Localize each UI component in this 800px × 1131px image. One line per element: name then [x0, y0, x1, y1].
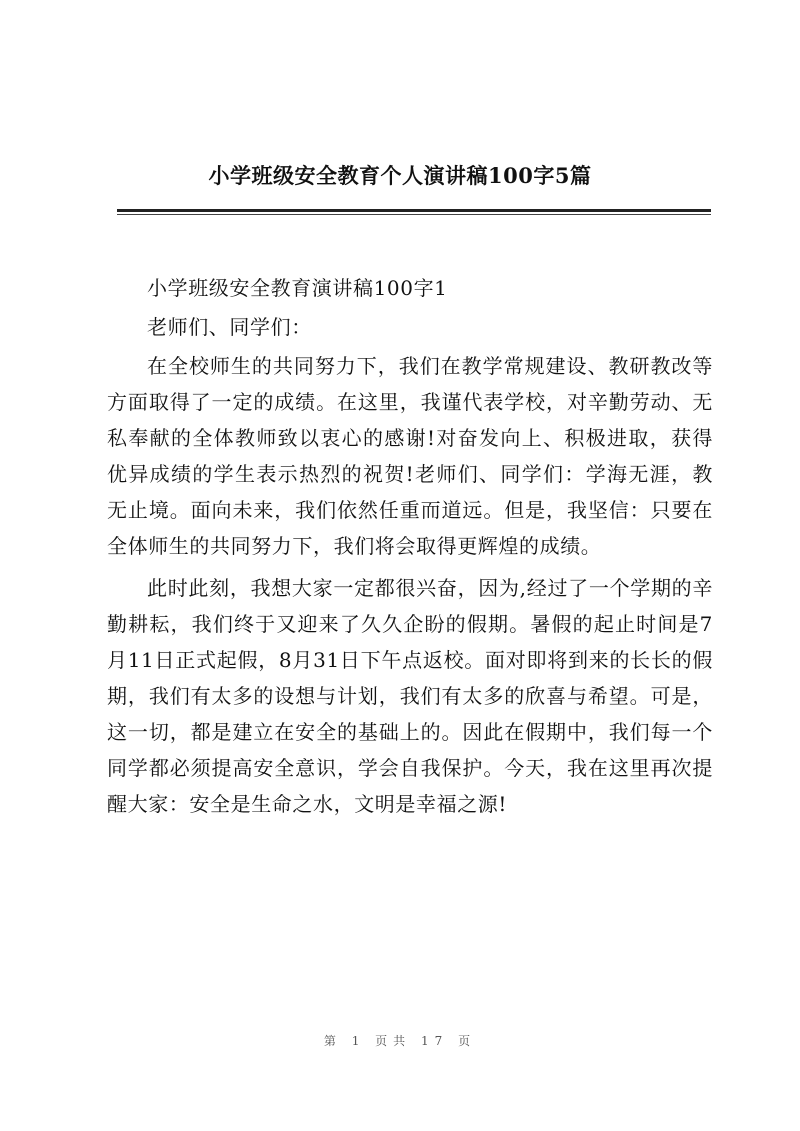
salutation: 老师们、同学们：	[147, 315, 312, 339]
title-divider-thin	[117, 214, 711, 215]
footer-total-pages: 17	[421, 1034, 449, 1048]
footer-current-page: 1	[351, 1034, 366, 1048]
document-body	[107, 270, 713, 828]
footer-suffix: 页	[458, 1034, 477, 1048]
footer-prefix: 第	[323, 1034, 342, 1048]
document-title: 小学班级安全教育个人演讲稿100字5篇	[208, 163, 592, 188]
section-heading: 小学班级安全教育演讲稿100字1	[147, 276, 448, 300]
footer-middle: 页共	[375, 1034, 412, 1048]
body-paragraph: 此时此刻，我想大家一定都很兴奋，因为,经过了一个学期的辛勤耕耘，我们终于又迎来了久久企盼的假期。暑假的起止时间是7月11日正式起假，8月31日下午点返校。面对即将到来的长长的假期，我们有太多的设想与计划，我们有太多的欣喜与希望。可是，这一切，都是建立在安全的基础上的。因此在假期中，我们每一个同学都必须提高安全意识，学会自我保护。今天，我在这里再次提醒大家：安全是生命之水，文明是幸福之源!	[107, 576, 713, 816]
body-paragraph: 在全校师生的共同努力下，我们在教学常规建设、教研教改等方面取得了一定的成绩。在这里，我谨代表学校，对辛勤劳动、无私奉献的全体教师致以衷心的感谢!对奋发向上、积极进取，获得优异成绩的学生表示热烈的祝贺!老师们、同学们：学海无涯，教无止境。面向未来，我们依然任重而道远。但是，我坚信：只要在全体师生的共同努力下，我们将会取得更辉煌的成绩。	[107, 354, 713, 558]
page-footer	[0, 1032, 800, 1049]
title-divider-thick	[117, 209, 711, 212]
